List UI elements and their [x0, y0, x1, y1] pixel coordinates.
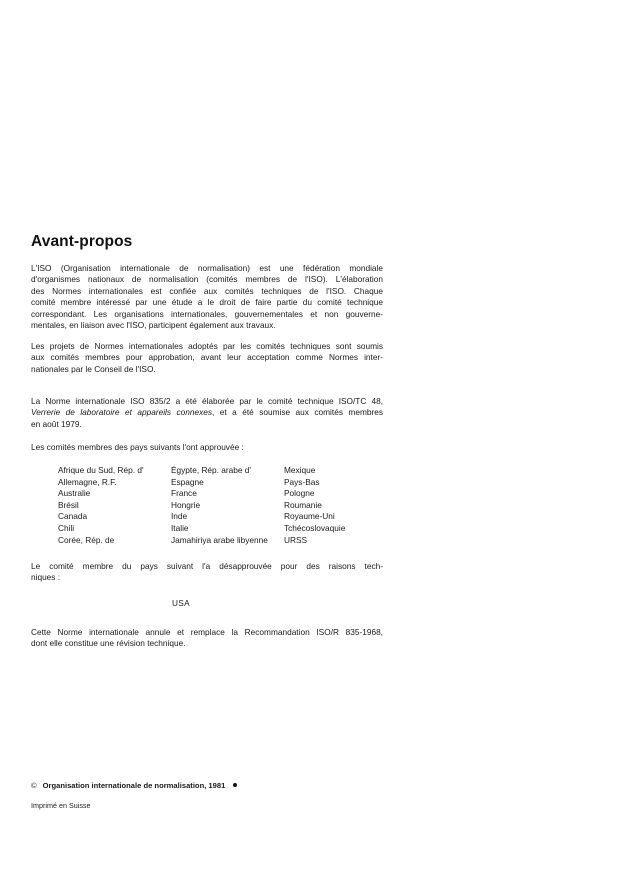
copyright-icon: © — [31, 781, 37, 790]
text-line: d'organismes nationaux de normalisation (comités membres de l'ISO). L'élaboration — [31, 274, 383, 285]
country-column-2 — [171, 465, 268, 546]
text-line: L'ISO (Organisation internationale de normalisation) est une fédération mondiale — [31, 263, 383, 273]
text-line: nationales par le Conseil de l'ISO. — [31, 363, 156, 374]
country-item: Australie — [58, 488, 91, 499]
text-line: Cette Norme internationale annule et remplace la Recommandation ISO/R 835-1968, — [31, 627, 383, 637]
text-line: comité membre intéressé par une étude a le droit de faire partie du comité technique — [31, 297, 383, 308]
text-line: aux comités membres pour approbation, avant leur acceptation comme Normes inter- — [31, 352, 383, 363]
country-item: Pologne — [284, 488, 315, 499]
paragraph-iso-intro — [31, 263, 383, 331]
text-line: correspondant. Les organisations internationales, gouvernementales et non gouverne- — [31, 308, 383, 319]
country-column-1 — [58, 465, 144, 546]
country-item: Pays-Bas — [284, 476, 320, 487]
paragraph-standard-origin — [31, 396, 383, 430]
country-item: Hongrie — [171, 499, 201, 510]
country-item: Chili — [58, 522, 75, 533]
country-item: Inde — [171, 511, 188, 522]
copyright-text: Organisation internationale de normalisation, 1981 — [42, 781, 226, 790]
text-line: dont elle constitue une révision technique. — [31, 638, 186, 649]
paragraph-disapproving-members — [31, 561, 383, 584]
text-line: Les comités membres des pays suivants l'ont approuvée : — [31, 442, 244, 452]
bullet-icon — [233, 783, 237, 787]
country-item: Espagne — [171, 476, 204, 487]
country-item: Brésil — [58, 499, 79, 510]
paragraph-replacement — [31, 627, 383, 650]
country-item: Égypte, Rép. arabe d' — [171, 465, 251, 475]
paragraph-approving-members — [31, 442, 383, 453]
country-item: Tchécoslovaquie — [284, 522, 346, 533]
page-title: Avant-propos — [31, 233, 133, 250]
paragraph-approval-process — [31, 341, 383, 375]
text-line: Le comité membre du pays suivant l'a désapprouvée pour des raisons tech- — [31, 561, 383, 571]
text-fragment: , et a été soumise aux comités membres — [212, 407, 383, 418]
country-item: France — [171, 488, 197, 499]
country-item: Allemagne, R.F. — [58, 476, 117, 487]
country-item: Afrique du Sud, Rép. d' — [58, 465, 144, 475]
text-line: des Normes internationales est confiée aux comités techniques de l'ISO. Chaque — [31, 285, 383, 296]
country-item: Corée, Rép. de — [58, 534, 115, 545]
country-column-3 — [284, 465, 345, 546]
text-line — [31, 407, 383, 418]
copyright-footer — [31, 781, 237, 790]
text-line: Les projets de Normes internationales adoptés par les comités techniques sont soumis — [31, 341, 383, 351]
disapproving-country: USA — [172, 598, 190, 608]
country-item: Jamahiriya arabe libyenne — [171, 534, 268, 545]
text-line: La Norme internationale ISO 835/2 a été élaborée par le comité technique ISO/TC 48, — [31, 396, 383, 406]
country-item: Canada — [58, 511, 88, 522]
text-line: en août 1979. — [31, 418, 82, 429]
country-item: Italie — [171, 522, 189, 533]
country-item: URSS — [284, 534, 308, 545]
country-item: Mexique — [284, 465, 316, 475]
text-line: niques : — [31, 572, 61, 583]
text-line: mentales, en liaison avec l'ISO, participent également aux travaux. — [31, 320, 276, 331]
country-item: Roumanie — [284, 499, 322, 510]
printed-in-note: Imprimé en Suisse — [31, 801, 91, 810]
country-item: Royaume-Uni — [284, 511, 335, 522]
committee-title: Verrerie de laboratoire et appareils connexes — [31, 407, 213, 418]
